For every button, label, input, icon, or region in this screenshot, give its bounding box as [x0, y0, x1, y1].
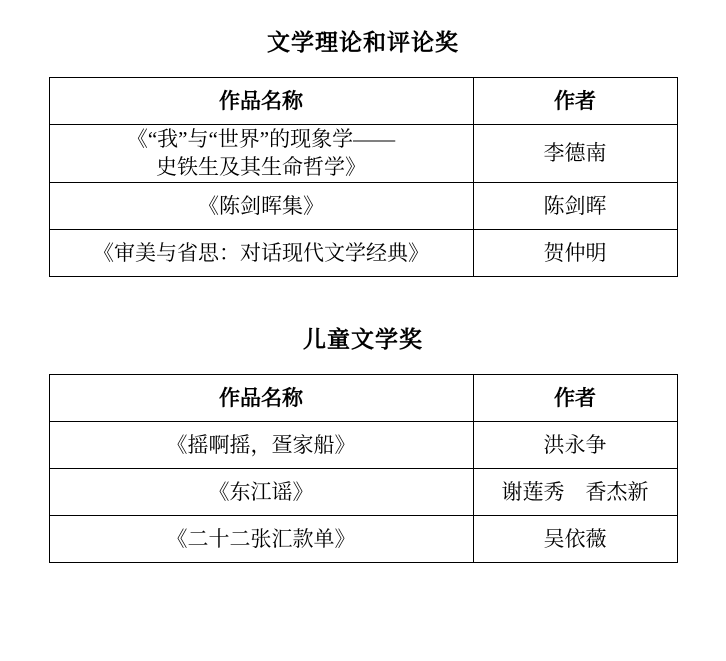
table-header-row — [49, 78, 677, 125]
cell-author: 谢莲秀 香杰新 — [473, 468, 677, 515]
cell-work-title: 《东江谣》 — [49, 468, 473, 515]
column-header-author: 作者 — [473, 78, 677, 125]
cell-work-title: 《陈剑晖集》 — [49, 182, 473, 229]
cell-author: 洪永争 — [473, 421, 677, 468]
table-row — [49, 182, 677, 229]
award-table — [49, 374, 678, 563]
table-row — [49, 515, 677, 562]
cell-work-title: 《二十二张汇款单》 — [49, 515, 473, 562]
cell-work-title: 《审美与省思：对话现代文学经典》 — [49, 229, 473, 276]
cell-work-title — [49, 125, 473, 183]
cell-author: 李德南 — [473, 125, 677, 183]
table-row — [49, 229, 677, 276]
work-title-line-1: 《“我”与“世界”的现象学—— — [126, 127, 396, 151]
cell-author: 贺仲明 — [473, 229, 677, 276]
table-row — [49, 468, 677, 515]
section-title: 儿童文学奖 — [303, 326, 423, 352]
column-header-author: 作者 — [473, 374, 677, 421]
cell-work-title: 《摇啊摇，疍家船》 — [49, 421, 473, 468]
table-row — [49, 421, 677, 468]
work-title-line-2: 史铁生及其生命哲学》 — [156, 155, 366, 180]
table-row — [49, 125, 677, 183]
section-title: 文学理论和评论奖 — [267, 30, 459, 55]
award-section-literary-theory — [0, 0, 726, 277]
cell-author: 陈剑晖 — [473, 182, 677, 229]
award-section-childrens-literature — [0, 277, 726, 563]
column-header-work-title: 作品名称 — [49, 374, 473, 421]
column-header-work-title: 作品名称 — [49, 78, 473, 125]
award-table — [49, 77, 678, 277]
cell-author: 吴依薇 — [473, 515, 677, 562]
table-header-row — [49, 374, 677, 421]
